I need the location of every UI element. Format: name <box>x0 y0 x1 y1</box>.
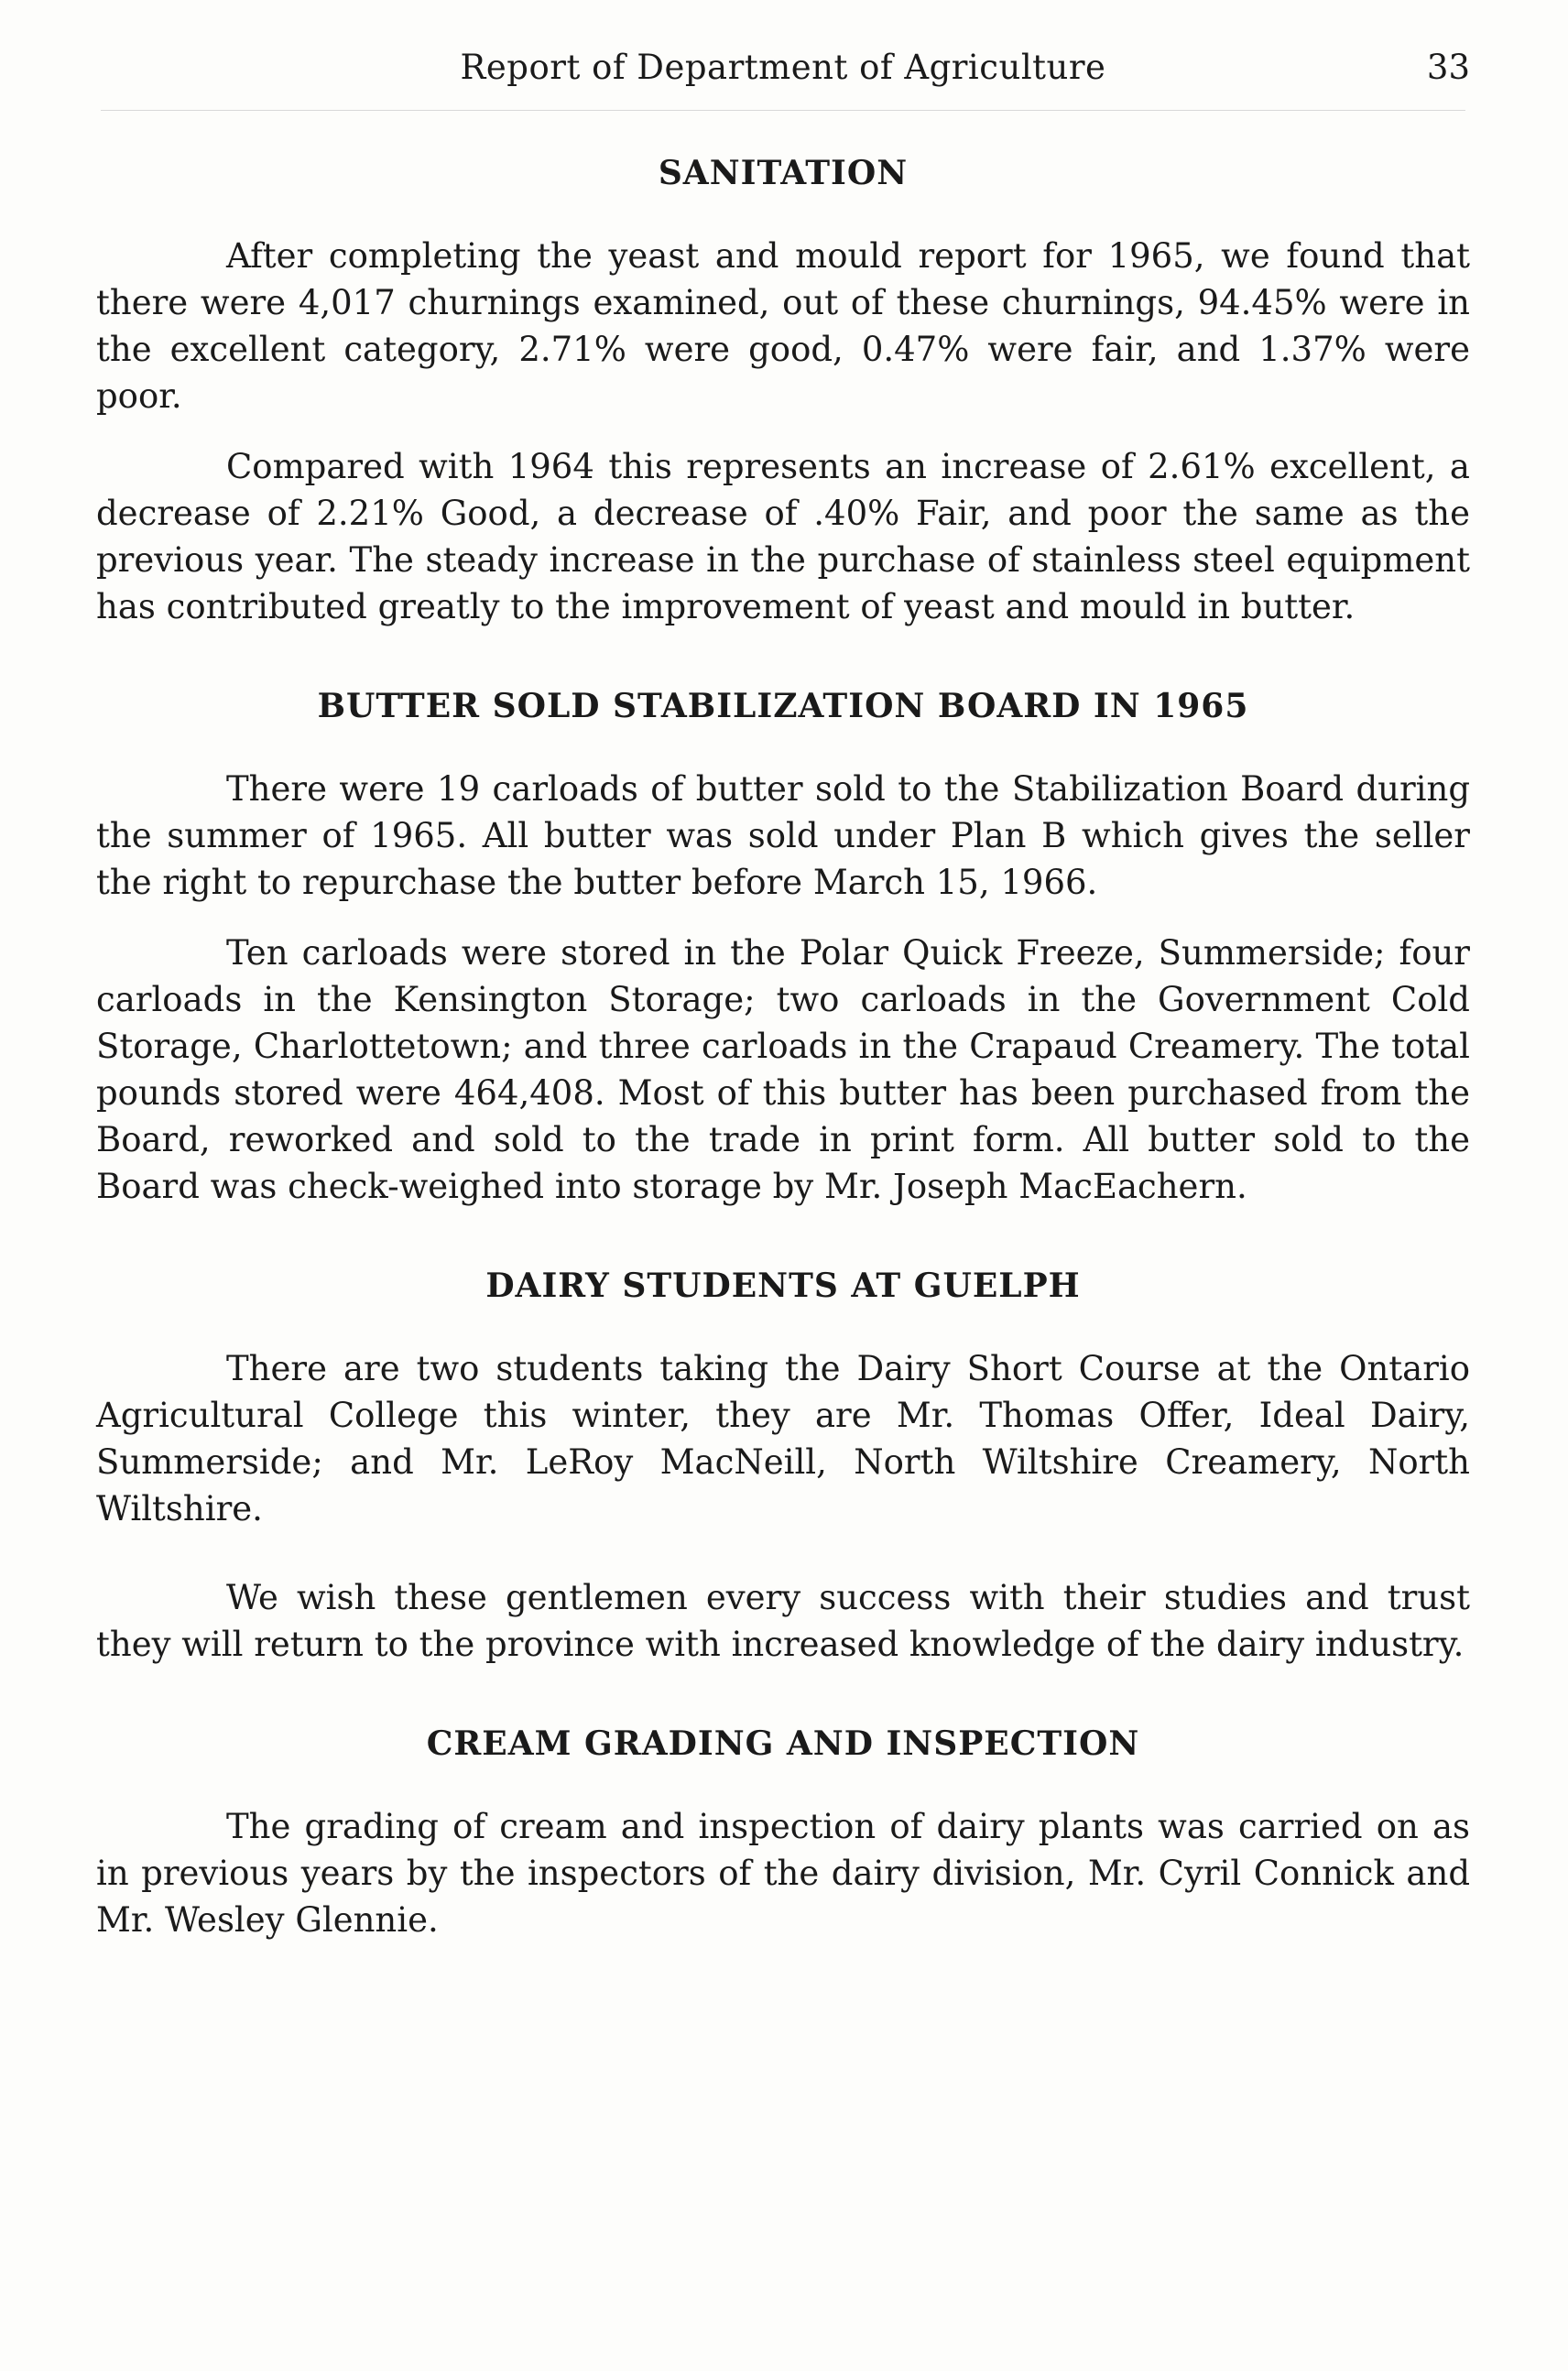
paragraph: After completing the yeast and mould report for 1965, we found that there were 4,017 churnings examined, out of these churnings, 94.45% were in the excellent category, 2.71% were good, 0.47% were fair, and 1.37% were poor. <box>96 236 1470 416</box>
section-heading: SANITATION <box>658 154 909 192</box>
section-heading: DAIRY STUDENTS AT GUELPH <box>485 1267 1081 1305</box>
paragraph: Compared with 1964 this represents an increase of 2.61% excellent, a decrease of 2.21% Good, a decrease of .40% Fair, and poor the same as the previous year. The steady increase in the purchase of stainless steel equipment has contributed greatly to the improvement of yeast and mould in butter. <box>96 447 1470 626</box>
paragraph: We wish these gentlemen every success with their studies and trust they will return to the province with increased knowledge of the dairy industry. <box>96 1578 1470 1664</box>
paragraph: There were 19 carloads of butter sold to the Stabilization Board during the summer of 1965. All butter was sold under Plan B which gives the seller the right to repurchase the butter before March 15, 1966. <box>96 769 1470 902</box>
section-heading: BUTTER SOLD STABILIZATION BOARD IN 1965 <box>317 687 1249 725</box>
page-content <box>96 154 1470 1967</box>
running-head: Report of Department of Agriculture <box>460 48 1106 87</box>
header-rule <box>101 110 1465 111</box>
paragraph: There are two students taking the Dairy Short Course at the Ontario Agricultural College this winter, they are Mr. Thomas Offer, Ideal Dairy, Summerside; and Mr. LeRoy MacNeill, North Wiltshire Creamery, North Wiltshire. <box>96 1349 1470 1528</box>
page-number: 33 <box>1426 48 1470 87</box>
section-butter-sold-stabilization-board <box>96 687 1470 1210</box>
page-header <box>96 48 1470 103</box>
section-sanitation <box>96 154 1470 630</box>
paragraph: The grading of cream and inspection of dairy plants was carried on as in previous years by the inspectors of the dairy division, Mr. Cyril Connick and Mr. Wesley Glennie. <box>96 1807 1470 1940</box>
section-cream-grading-and-inspection <box>96 1724 1470 1943</box>
section-heading: CREAM GRADING AND INSPECTION <box>426 1724 1140 1763</box>
paragraph: Ten carloads were stored in the Polar Quick Freeze, Summerside; four carloads in the Kensington Storage; two carloads in the Government Cold Storage, Charlottetown; and three carloads in the Crapaud Creamery. The total pounds stored were 464,408. Most of this butter has been purchased from the Board, reworked and sold to the trade in print form. All butter sold to the Board was check-weighed into storage by Mr. Joseph MacEachern. <box>96 933 1470 1206</box>
section-dairy-students-at-guelph <box>96 1267 1470 1668</box>
